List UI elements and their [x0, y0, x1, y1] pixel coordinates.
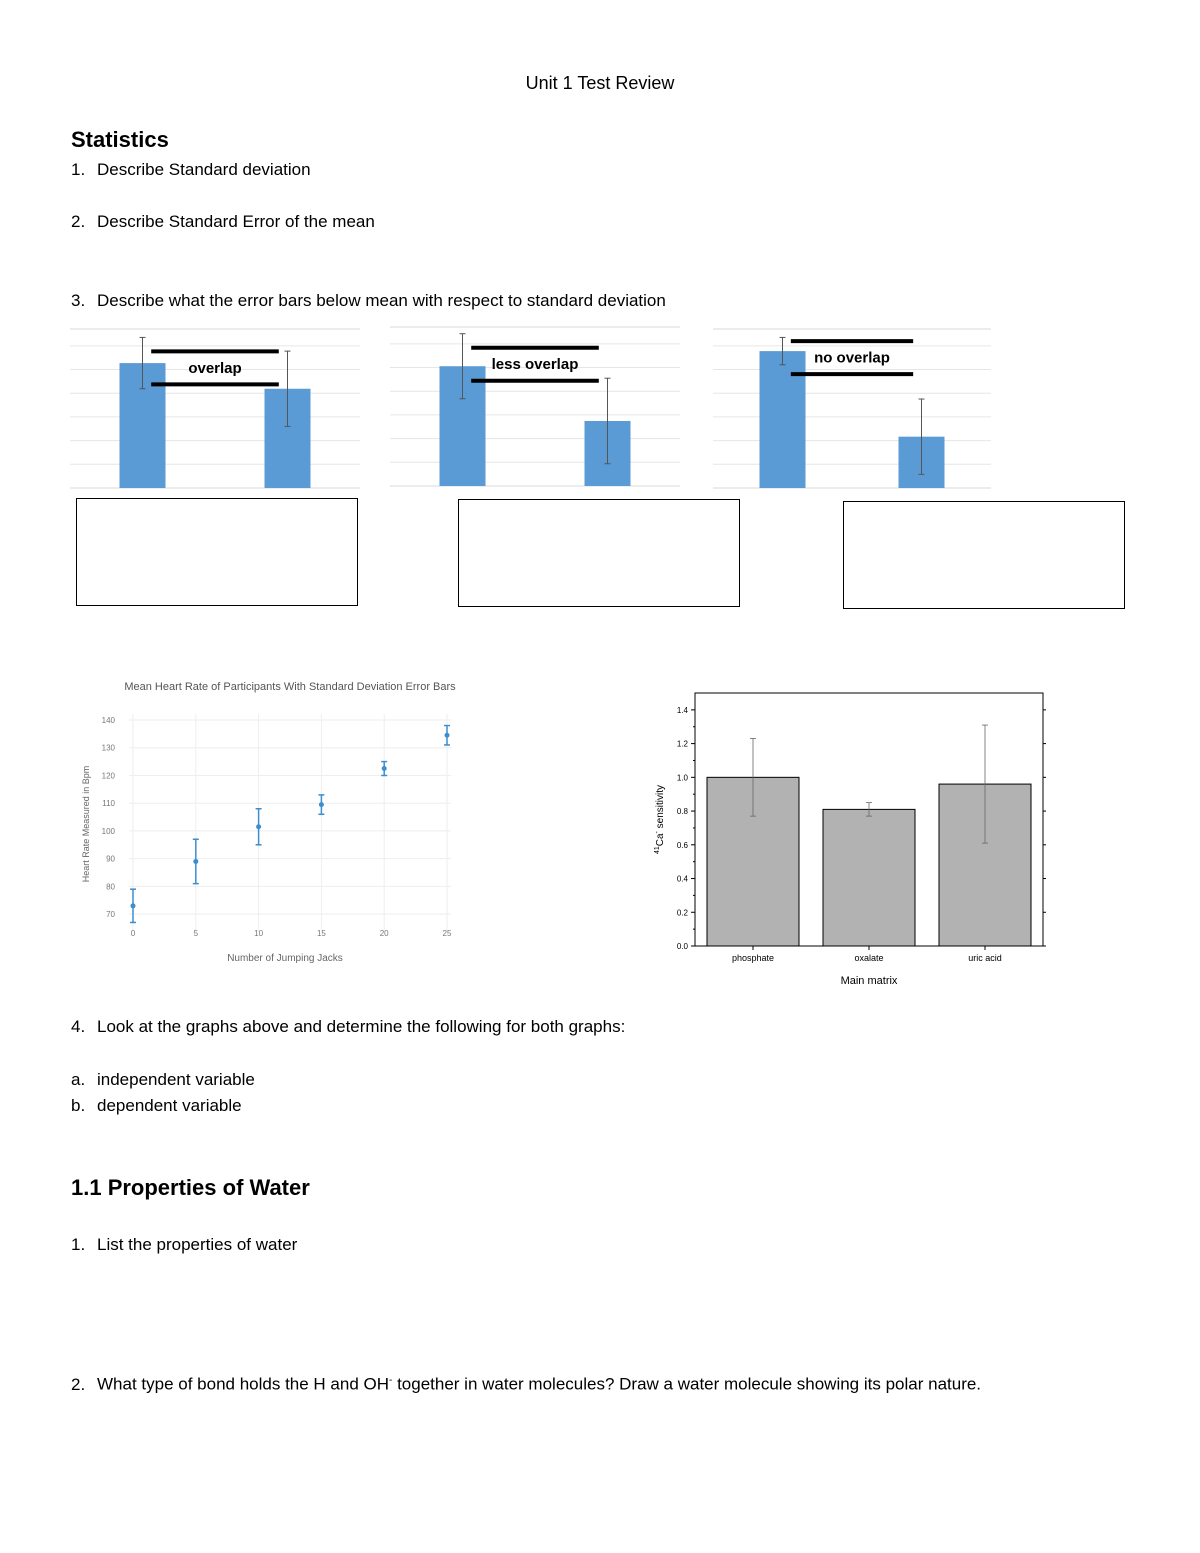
annotation-label: no overlap: [814, 349, 890, 367]
data-point: [193, 859, 198, 864]
water-question-1: [71, 1235, 297, 1255]
question-number: 1.: [71, 1235, 86, 1254]
y-tick-label: 0.4: [676, 874, 688, 884]
bar: [760, 351, 806, 488]
y-tick-label: 130: [101, 743, 115, 753]
question-text: List the properties of water: [97, 1235, 298, 1254]
hydroxide-charge: -: [389, 1375, 393, 1386]
y-tick-label: 1.4: [676, 705, 688, 715]
data-point: [256, 824, 261, 829]
data-point: [445, 733, 450, 738]
question-text-part2: together in water molecules? Draw a water molecule showing its polar nature.: [392, 1374, 982, 1394]
y-tick-label: 110: [102, 799, 115, 809]
question-4b: [71, 1096, 242, 1116]
y-tick-label: 140: [101, 716, 115, 725]
x-tick-label: oxalate: [854, 953, 884, 963]
item-letter: b.: [71, 1096, 86, 1115]
document-title: Unit 1 Test Review: [525, 73, 675, 93]
question-text-part1: What type of bond holds the H and OH: [97, 1374, 390, 1394]
y-tick-label: 1.2: [676, 739, 688, 749]
x-axis-label: Number of Jumping Jacks: [227, 953, 343, 964]
y-tick-label: 1.0: [676, 773, 688, 783]
x-tick-label: 0: [130, 929, 136, 938]
y-tick-label: 100: [101, 826, 115, 836]
question-3: [71, 291, 666, 311]
answer-box-no-overlap[interactable]: [843, 501, 1125, 609]
question-text: Describe Standard deviation: [97, 160, 311, 179]
question-number: 2.: [71, 1374, 86, 1394]
x-tick-label: uric acid: [968, 953, 1002, 963]
x-tick-label: phosphate: [731, 953, 775, 963]
item-text: independent variable: [97, 1070, 255, 1089]
answer-box-overlap[interactable]: [76, 498, 358, 606]
data-point: [382, 766, 387, 771]
question-number: 2.: [71, 212, 86, 231]
y-tick-label: 90: [106, 854, 115, 864]
error-bar-chart-less-overlap: [390, 326, 680, 490]
water-heading: 1.1 Properties of Water: [71, 1175, 310, 1200]
x-tick-label: 20: [379, 929, 389, 938]
y-axis-label: $^{41}$Ca- sensitivity: [654, 784, 666, 855]
question-number: 3.: [71, 291, 86, 310]
question-4a: [71, 1070, 255, 1090]
annotation-label: overlap: [188, 359, 242, 377]
y-tick-label: 0.8: [676, 807, 688, 817]
data-point: [319, 802, 324, 807]
water-question-2: [71, 1367, 1081, 1398]
chart-title: Mean Heart Rate of Participants With Standard Deviation Error Bars: [124, 681, 456, 693]
question-text: Describe Standard Error of the mean: [97, 212, 375, 231]
heart-rate-chart: [75, 670, 475, 970]
answer-box-less-overlap[interactable]: [458, 499, 740, 607]
statistics-heading: Statistics: [71, 127, 169, 152]
question-2: [71, 212, 375, 232]
question-text: Look at the graphs above and determine the following for both graphs:: [97, 1017, 626, 1036]
x-tick-label: 15: [316, 929, 326, 938]
y-tick-label: 0.6: [676, 840, 688, 850]
data-point: [131, 903, 136, 908]
x-tick-label: 5: [193, 929, 199, 938]
error-bar-chart-no-overlap: [713, 328, 991, 492]
item-letter: a.: [71, 1070, 86, 1089]
question-4: [71, 1017, 625, 1037]
y-tick-label: 70: [106, 910, 115, 920]
annotation-label: less overlap: [491, 356, 579, 374]
x-tick-label: 10: [254, 929, 264, 938]
item-text: dependent variable: [97, 1096, 242, 1115]
y-tick-label: 120: [101, 771, 115, 781]
y-tick-label: 0.0: [676, 942, 688, 951]
question-1: [71, 160, 311, 180]
y-tick-label: 0.2: [676, 908, 688, 918]
question-text: Describe what the error bars below mean with respect to standard deviation: [97, 291, 666, 310]
y-axis-label: Heart Rate Measured in Bpm: [81, 765, 91, 883]
bar: [823, 809, 915, 946]
y-tick-label: 80: [106, 882, 115, 892]
error-bar-chart-overlap: [70, 328, 360, 492]
x-tick-label: 25: [442, 929, 452, 938]
sensitivity-chart: [645, 683, 1055, 993]
question-number: 1.: [71, 160, 86, 179]
question-number: 4.: [71, 1017, 86, 1036]
x-axis-label: Main matrix: [840, 975, 898, 987]
